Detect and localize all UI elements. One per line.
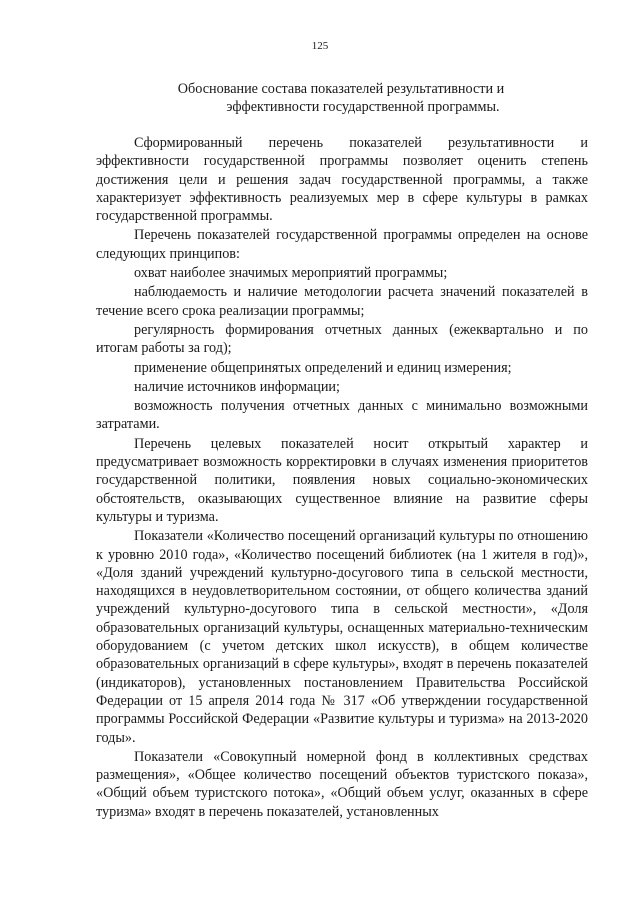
paragraph: Сформированный перечень показателей результативности и эффективности государственной программы позволяет оценить степень достижения цели и решения задач государственной программы, а также характеризует эффективность реализуемых мер в сфере культуры в рамках государственной программы.	[96, 135, 588, 225]
document-body	[96, 134, 588, 821]
list-item: наличие источников информации;	[134, 378, 340, 395]
document-title-line-1: Обоснование состава показателей результативности и	[177, 81, 505, 97]
paragraph: Перечень целевых показателей носит открытый характер и предусматривает возможность корректировки в случаях изменения приоритетов государственной политики, появления новых социально-экономических обстоятельств, оказывающих существенное влияние на развитие сферы культуры и туризма.	[96, 435, 588, 525]
page-number: 125	[311, 40, 329, 52]
list-item: возможность получения отчетных данных с минимально возможными затратами.	[96, 398, 588, 433]
document-title	[96, 80, 586, 116]
list-item: охват наиболее значимых мероприятий программы;	[134, 265, 448, 282]
list-item: наблюдаемость и наличие методологии расчета значений показателей в течение всего срока реализации программы;	[96, 284, 588, 319]
paragraph: Показатели «Совокупный номерной фонд в коллективных средствах размещения», «Общее количество посещений объектов туристского показа», «Общий объем туристского потока», «Общий объем услуг, оказанных в сфере туризма» входят в перечень показателей, установленных	[96, 748, 588, 820]
paragraph: Показатели «Количество посещений организаций культуры по отношению к уровню 2010 года», «Количество посещений библиотек (на 1 жителя в год)», «Доля зданий учреждений культурно-досугового типа в сельской местности, находящихся в неудовлетворительном состоянии, от общего количества зданий учреждений культурно-досугового типа в сельской местности», «Доля образовательных организаций культуры, оснащенных материально-техническим оборудованием (с учетом детских школ искусств), в общем количестве образовательных организаций в сфере культуры», входят в перечень показателей (индикаторов), установленных постановлением Правительства Российской Федерации от 15 апреля 2014 года № 317 «Об утверждении государственной программы Российской Федерации «Развитие культуры и туризма» на 2013-2020 годы».	[96, 528, 588, 746]
list-item: применение общепринятых определений и единиц измерения;	[134, 359, 512, 376]
document-title-line-2: эффективности государственной программы.	[226, 99, 500, 115]
paragraph: Перечень показателей государственной программы определен на основе следующих принципов:	[96, 227, 588, 262]
list-item: регулярность формирования отчетных данных (ежеквартально и по итогам работы за год);	[96, 321, 588, 357]
